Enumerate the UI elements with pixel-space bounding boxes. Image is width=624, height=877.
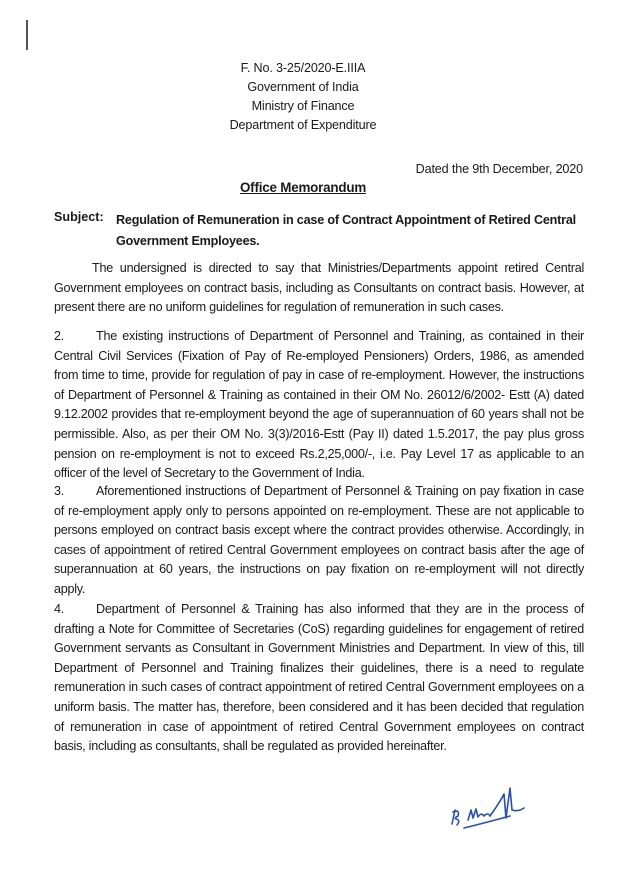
- scan-edge-mark: [26, 20, 28, 50]
- paragraph-1: [54, 259, 584, 318]
- subject-label: Subject:: [54, 210, 104, 224]
- department-name: Department of Expenditure: [229, 118, 377, 132]
- paragraph-4: [54, 600, 584, 757]
- paragraph-4-number: 4.: [54, 602, 65, 616]
- paragraph-3-number: 3.: [54, 484, 65, 498]
- signature-icon: [448, 772, 568, 832]
- ministry-name: Ministry of Finance: [251, 99, 355, 113]
- paragraph-4-text: Department of Personnel & Training has also informed that they are in the process of drafting a Note for Committee of Secretaries (CoS) regarding guidelines for engagement of retired Government servants as Consultant in Government Ministries and Department. In view of this, till Department of Personnel and Training finalizes their guidelines, there is a need to regulate remuneration in such cases of contract appointment of retired Central Government employees on a uniform basis. The matter has, therefore, been considered and it has been decided that regulation of remuneration in case of appointment of retired Central Government employees on contract basis, including as consultants, shall be regulated as provided hereinafter.: [54, 602, 584, 754]
- page-title: Office Memorandum: [239, 180, 367, 195]
- paragraph-2-text: The existing instructions of Department of Personnel and Training, as contained in their Central Civil Services (Fixation of Pay of Re-employed Pensioners) Orders, 1986, as amended from time to time, provide for regulation of pay in case of re-employment. However, the instructions of Department of Personnel & Training as contained in their OM No. 26012/6/2002- Estt (A) dated 9.12.2002 provides that re-employment beyond the age of superannuation of 60 years shall not be permissible. Also, as per their OM No. 3(3)/2016-Estt (Pay II) dated 1.5.2017, the pay plus gross pension on re-employment is not to exceed Rs.2,25,000/-, i.e. Pay Level 17 as applicable to an officer of the level of Secretary to the Government of India.: [54, 329, 584, 481]
- paragraph-2: [54, 327, 584, 484]
- date-line: Dated the 9th December, 2020: [415, 162, 583, 176]
- government-name: Government of India: [247, 80, 359, 94]
- file-number: F. No. 3-25/2020-E.IIIA: [240, 61, 366, 75]
- paragraph-3: [54, 482, 584, 600]
- paragraph-1-text: The undersigned is directed to say that Ministries/Departments appoint retired Central Government employees on contract basis, including as Consultants on contract basis. However, at present there are no uniform guidelines for regulation of remuneration in such cases.: [54, 261, 584, 315]
- paragraph-2-number: 2.: [54, 329, 65, 343]
- paragraph-3-text: Aforementioned instructions of Department of Personnel & Training on pay fixation in case of re-employment apply only to persons appointed on re-employment. These are not applicable to persons employed on contract basis except where the contract provides otherwise. Accordingly, in cases of appointment of retired Central Government employees on contract basis after the age of superannuation at 60 years, the instructions on pay fixation on re-employment will not directly apply.: [54, 484, 584, 596]
- subject-text: Regulation of Remuneration in case of Contract Appointment of Retired Central Government Employees.: [116, 213, 576, 248]
